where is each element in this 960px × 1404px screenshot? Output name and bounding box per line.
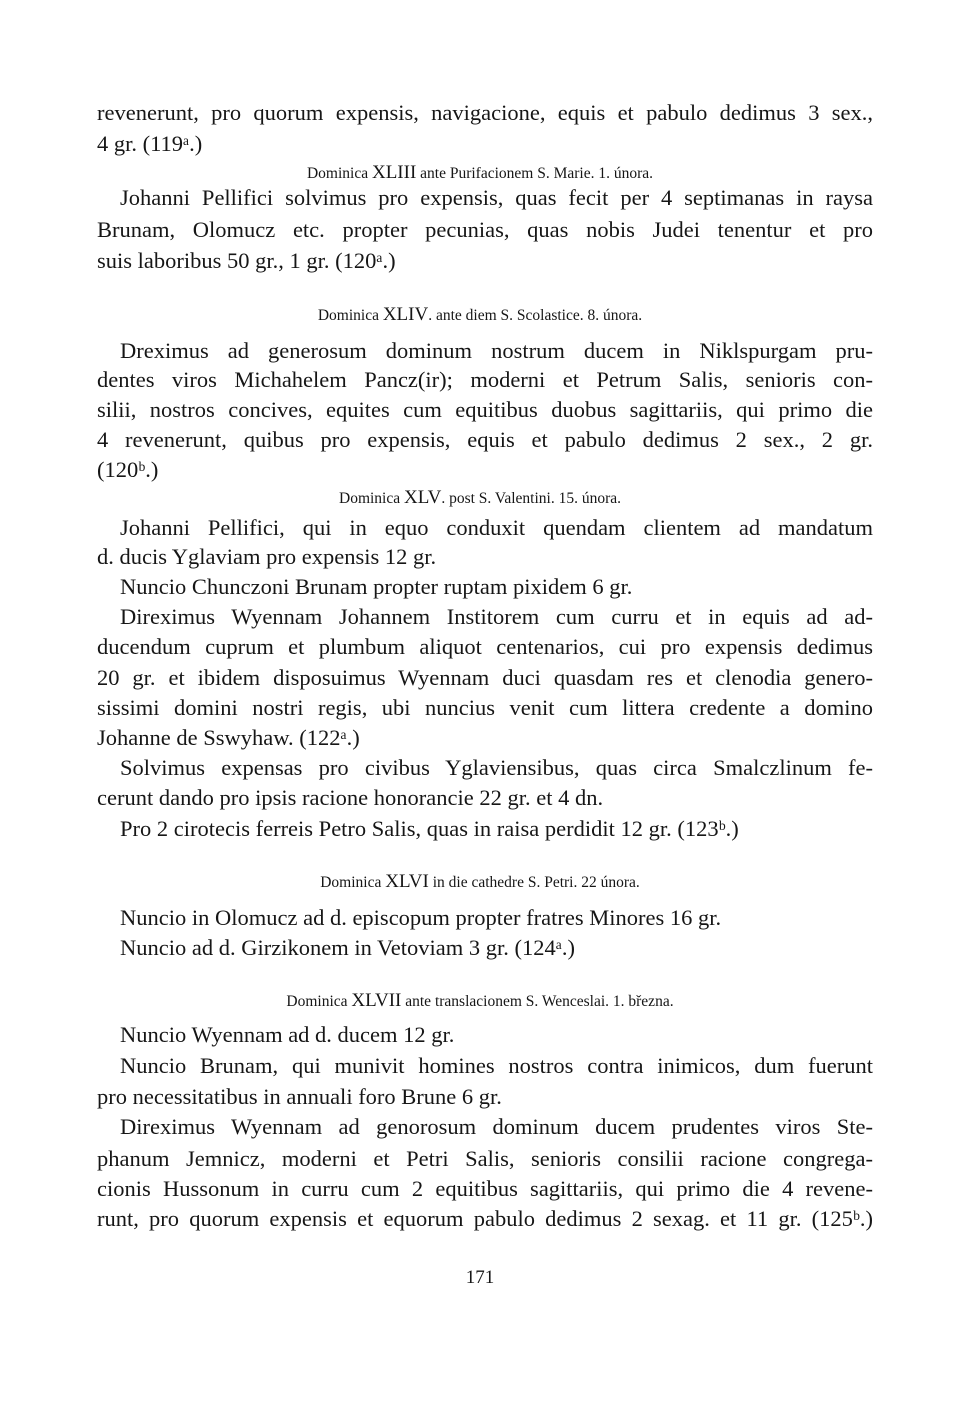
section-heading: Dominica XLVI in die cathedre S. Petri. 22 února. (320, 871, 640, 892)
paragraph-line: Johanni Pellifici, qui in equo conduxit quendam clientem ad mandatum (120, 515, 873, 540)
text-line: revenerunt, pro quorum expensis, navigacione, equis et pabulo dedimus 3 sex., (97, 100, 873, 125)
text-line: sissimi domini nostri regis, ubi nuncius venit cum littera credente a domino (97, 695, 873, 720)
text-line: silii, nostros concives, equites cum equitibus duobus sagittariis, qui primo die (97, 397, 873, 422)
paragraph-line: Johanni Pellifici solvimus pro expensis, quas fecit per 4 septimanas in raysa (120, 185, 873, 210)
text-line: suis laboribus 50 gr., 1 gr. (120ᵃ.) (97, 248, 396, 273)
text-line: cerunt dando pro ipsis racione honorancie 22 gr. et 4 dn. (97, 785, 604, 810)
text-line: cionis Hussonum in curru cum 2 equitibus sagittariis, qui primo die 4 revene- (97, 1176, 873, 1201)
paragraph-line: Pro 2 cirotecis ferreis Petro Salis, quas in raisa perdidit 12 gr. (123ᵇ.) (120, 816, 739, 841)
text-line: pro necessitatibus in annuali foro Brune 6 gr. (97, 1084, 502, 1109)
paragraph-line: Nuncio Wyennam ad d. ducem 12 gr. (120, 1022, 455, 1047)
text-line: 20 gr. et ibidem disposuimus Wyennam duci quasdam res et clenodia genero- (97, 665, 873, 690)
paragraph-line: Nuncio Brunam, qui munivit homines nostros contra inimicos, dum fuerunt (120, 1053, 873, 1078)
paragraph-line: Nuncio ad d. Girzikonem in Vetoviam 3 gr. (124ᵃ.) (120, 935, 576, 960)
paragraph-line: Nuncio in Olomucz ad d. episcopum propter fratres Minores 16 gr. (120, 905, 722, 930)
paragraph-line: Direximus Wyennam ad genorosum dominum ducem prudentes viros Ste- (120, 1114, 873, 1139)
text-line: Brunam, Olomucz etc. propter pecunias, quas nobis Judei tenentur et pro (97, 217, 873, 242)
text-line: phanum Jemnicz, moderni et Petri Salis, senioris consilii racione congrega- (97, 1146, 873, 1171)
section-heading: Dominica XLVII ante translacionem S. Wenceslai. 1. března. (286, 990, 674, 1011)
section-heading: Dominica XLIV. ante diem S. Scolastice. 8. února. (317, 304, 643, 325)
page-number: 171 (465, 1267, 495, 1288)
paragraph-line: Nuncio Chunczoni Brunam propter ruptam pixidem 6 gr. (120, 574, 633, 599)
text-line: (120ᵇ.) (97, 457, 159, 482)
text-line: d. ducis Yglaviam pro expensis 12 gr. (97, 544, 437, 569)
paragraph-line: Dreximus ad generosum dominum nostrum ducem in Niklspurgam pru- (120, 338, 873, 363)
section-heading: Dominica XLV. post S. Valentini. 15. února. (339, 487, 621, 508)
section-heading: Dominica XLIII ante Purifacionem S. Marie. 1. února. (306, 162, 654, 183)
text-line: 4 gr. (119ᵃ.) (97, 131, 203, 156)
paragraph-line: Direximus Wyennam Johannem Institorem cum curru et in equis ad ad- (120, 604, 873, 629)
text-line: Johanne de Sswyhaw. (122ᵃ.) (97, 725, 360, 750)
text-line: ducendum cuprum et plumbum aliquot centenarios, cui pro expensis dedimus (97, 634, 873, 659)
text-line: dentes viros Michahelem Pancz(ir); moderni et Petrum Salis, senioris con- (97, 367, 873, 392)
text-line: 4 revenerunt, quibus pro expensis, equis et pabulo dedimus 2 sex., 2 gr. (97, 427, 873, 452)
paragraph-line: Solvimus expensas pro civibus Yglaviensibus, quas circa Smalczlinum fe- (120, 755, 873, 780)
text-line: runt, pro quorum expensis et equorum pabulo dedimus 2 sexag. et 11 gr. (125ᵇ.) (97, 1206, 873, 1231)
